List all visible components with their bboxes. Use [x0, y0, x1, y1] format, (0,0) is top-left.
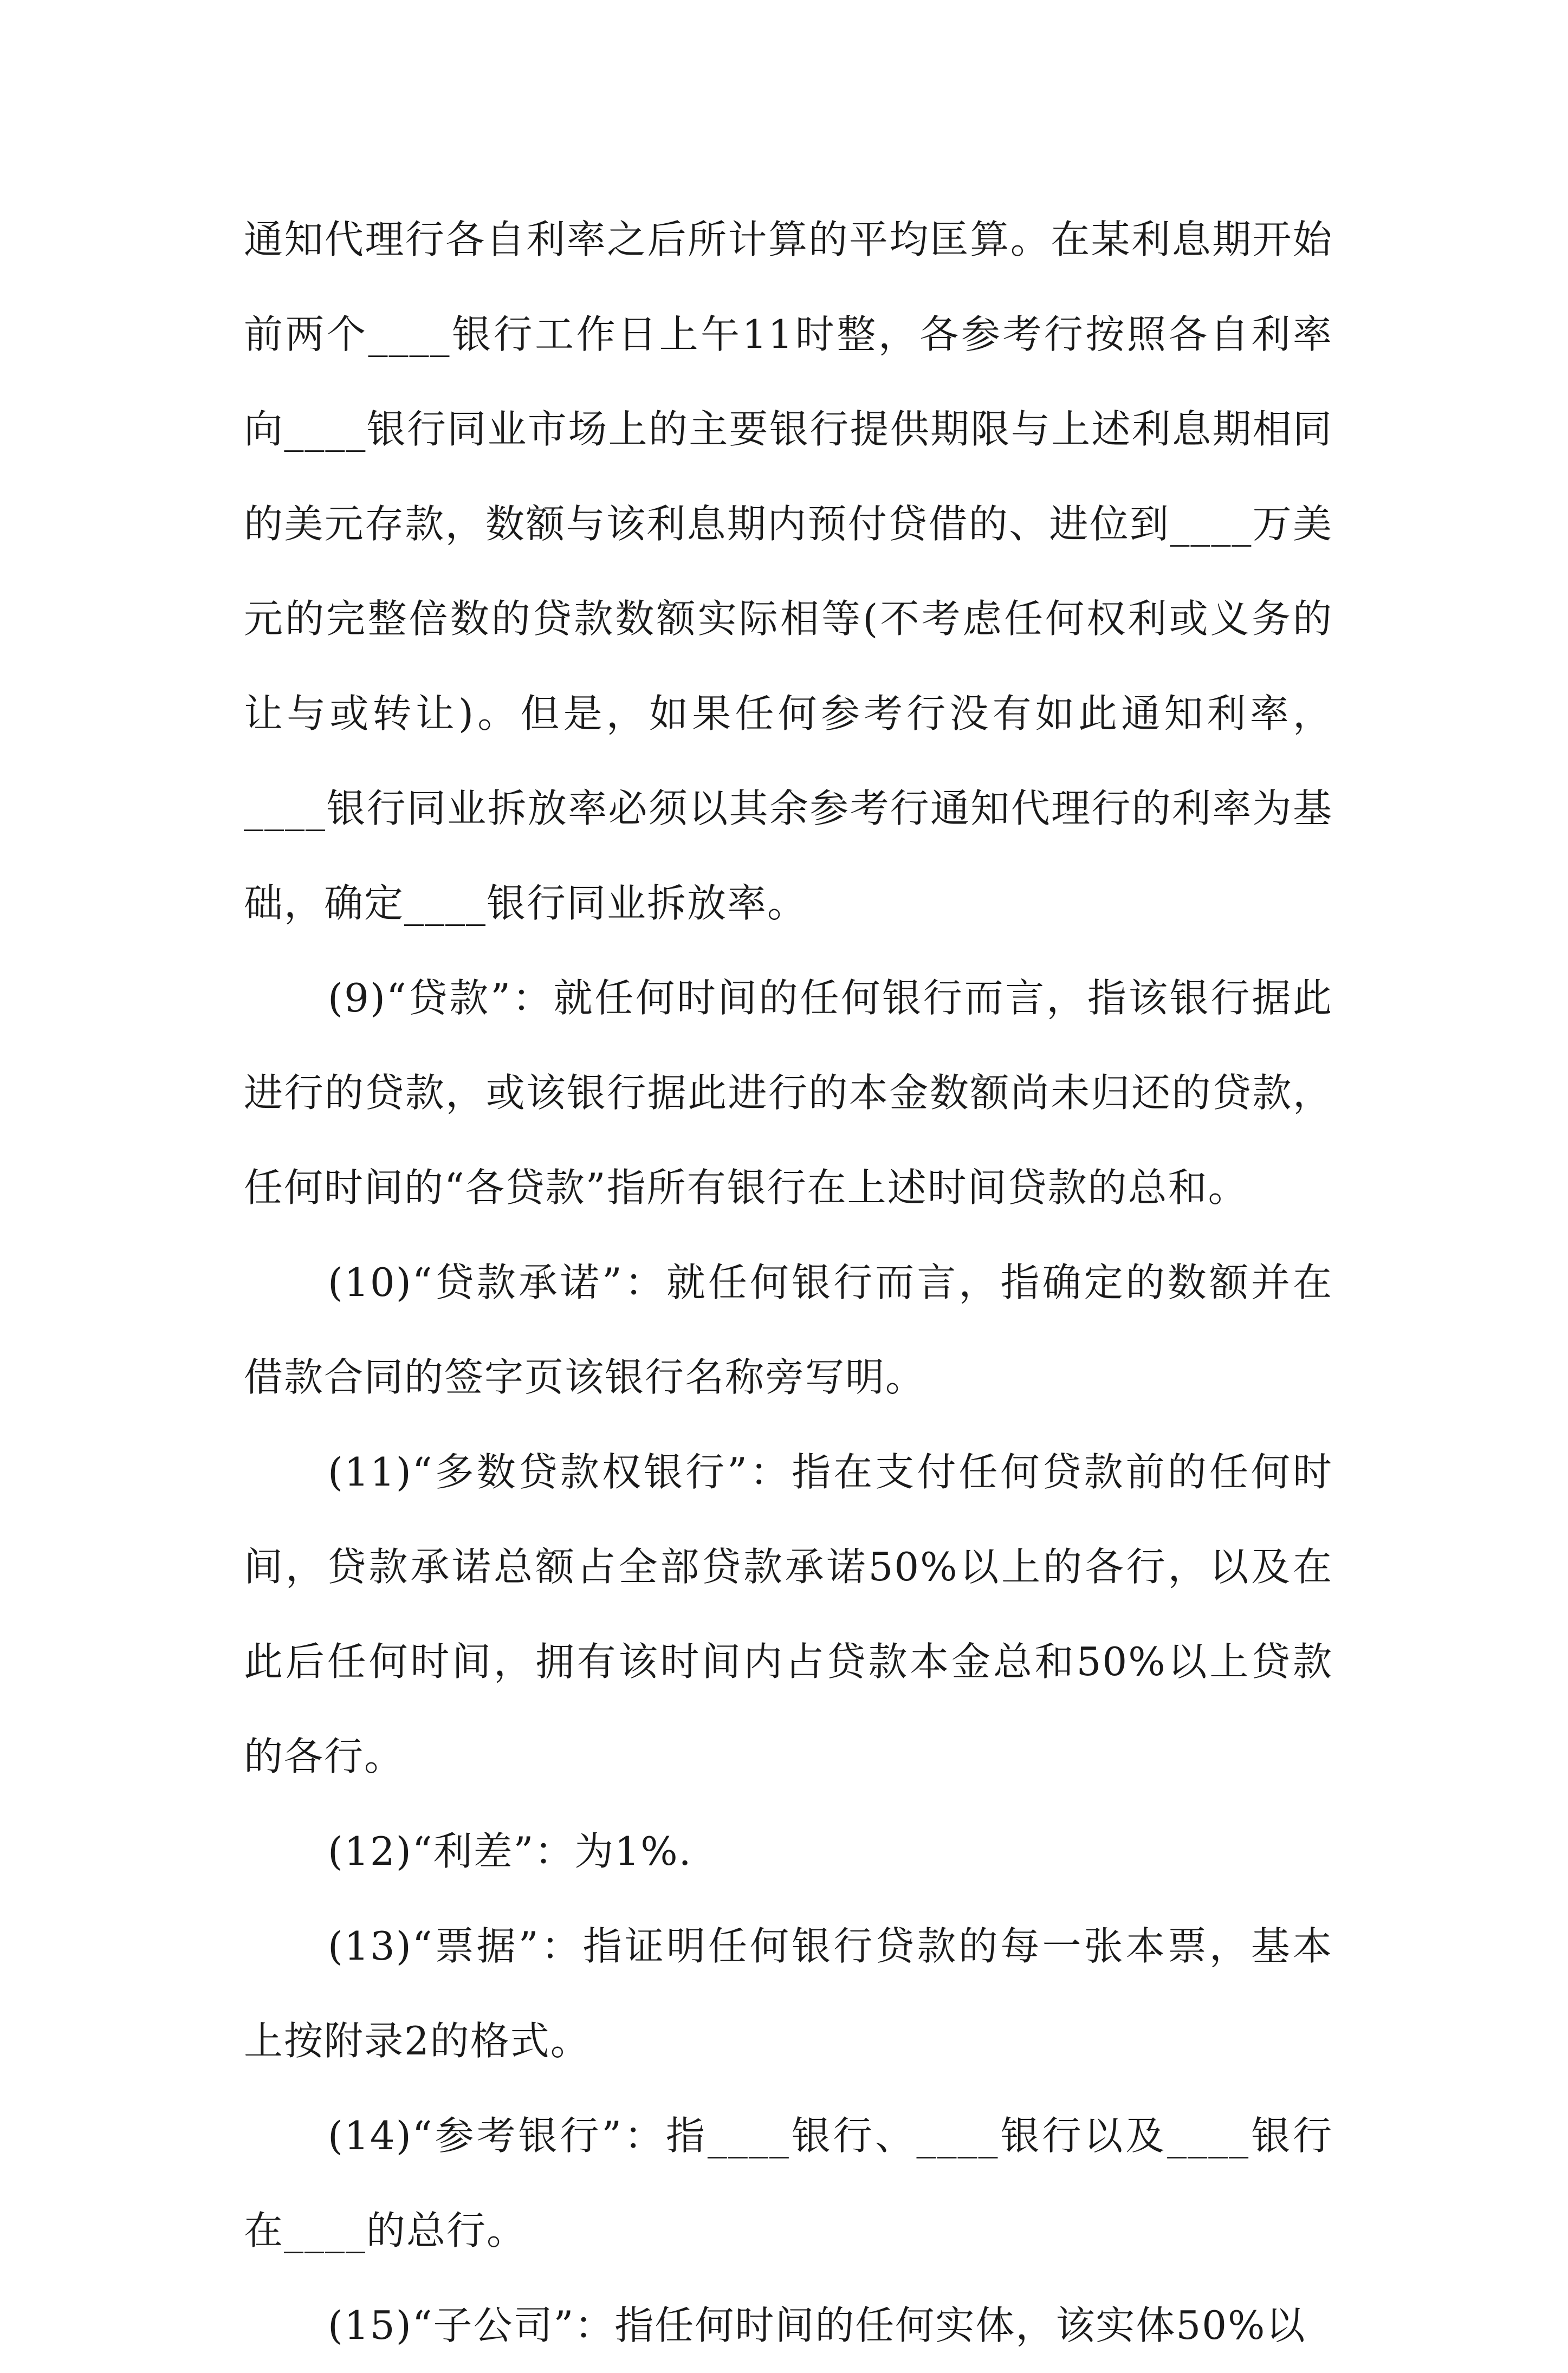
- paragraph-reference-banks-definition: (14)“参考银行”：指____银行、____银行以及____银行在____的总行。: [244, 2113, 1333, 2253]
- paragraph-loan-definition: (9)“贷款”：就任何时间的任何银行而言，指该银行据此进行的贷款，或该银行据此进行的本金数额尚未归还的贷款，任何时间的“各贷款”指所有银行在上述时间贷款的总和。: [244, 975, 1333, 1210]
- document-body: [244, 192, 1333, 2373]
- paragraph-margin-definition: (12)“利差”：为1%.: [328, 1829, 692, 1874]
- paragraph-subsidiary-definition: (15)“子公司”：指任何时间的任何实体，该实体50%以: [328, 2303, 1306, 2348]
- paragraph-libor-definition-continued: 通知代理行各自利率之后所计算的平均匡算。在某利息期开始前两个____银行工作日上午11时整，各参考行按照各自利率向____银行同业市场上的主要银行提供期限与上述利息期相同的美元存款，数额与该利息期内预付贷借的、进位到____万美元的完整倍数的贷款数额实际相等(不考虑任何权利或义务的让与或转让)。但是，如果任何参考行没有如此通知利率，____银行同业拆放率必须以其余参考行通知代理行的利率为基础，确定____银行同业拆放率。: [244, 217, 1333, 926]
- paragraph-notes-definition: (13)“票据”：指证明任何银行贷款的每一张本票，基本上按附录2的格式。: [244, 1923, 1333, 2064]
- paragraph-majority-banks-definition: (11)“多数贷款权银行”：指在支付任何贷款前的任何时间，贷款承诺总额占全部贷款承诺50%以上的各行，以及在此后任何时间，拥有该时间内占贷款本金总和50%以上贷款的各行。: [244, 1449, 1333, 1779]
- paragraph-loan-commitment-definition: (10)“贷款承诺”：就任何银行而言，指确定的数额并在借款合同的签字页该银行名称旁写明。: [244, 1260, 1333, 1400]
